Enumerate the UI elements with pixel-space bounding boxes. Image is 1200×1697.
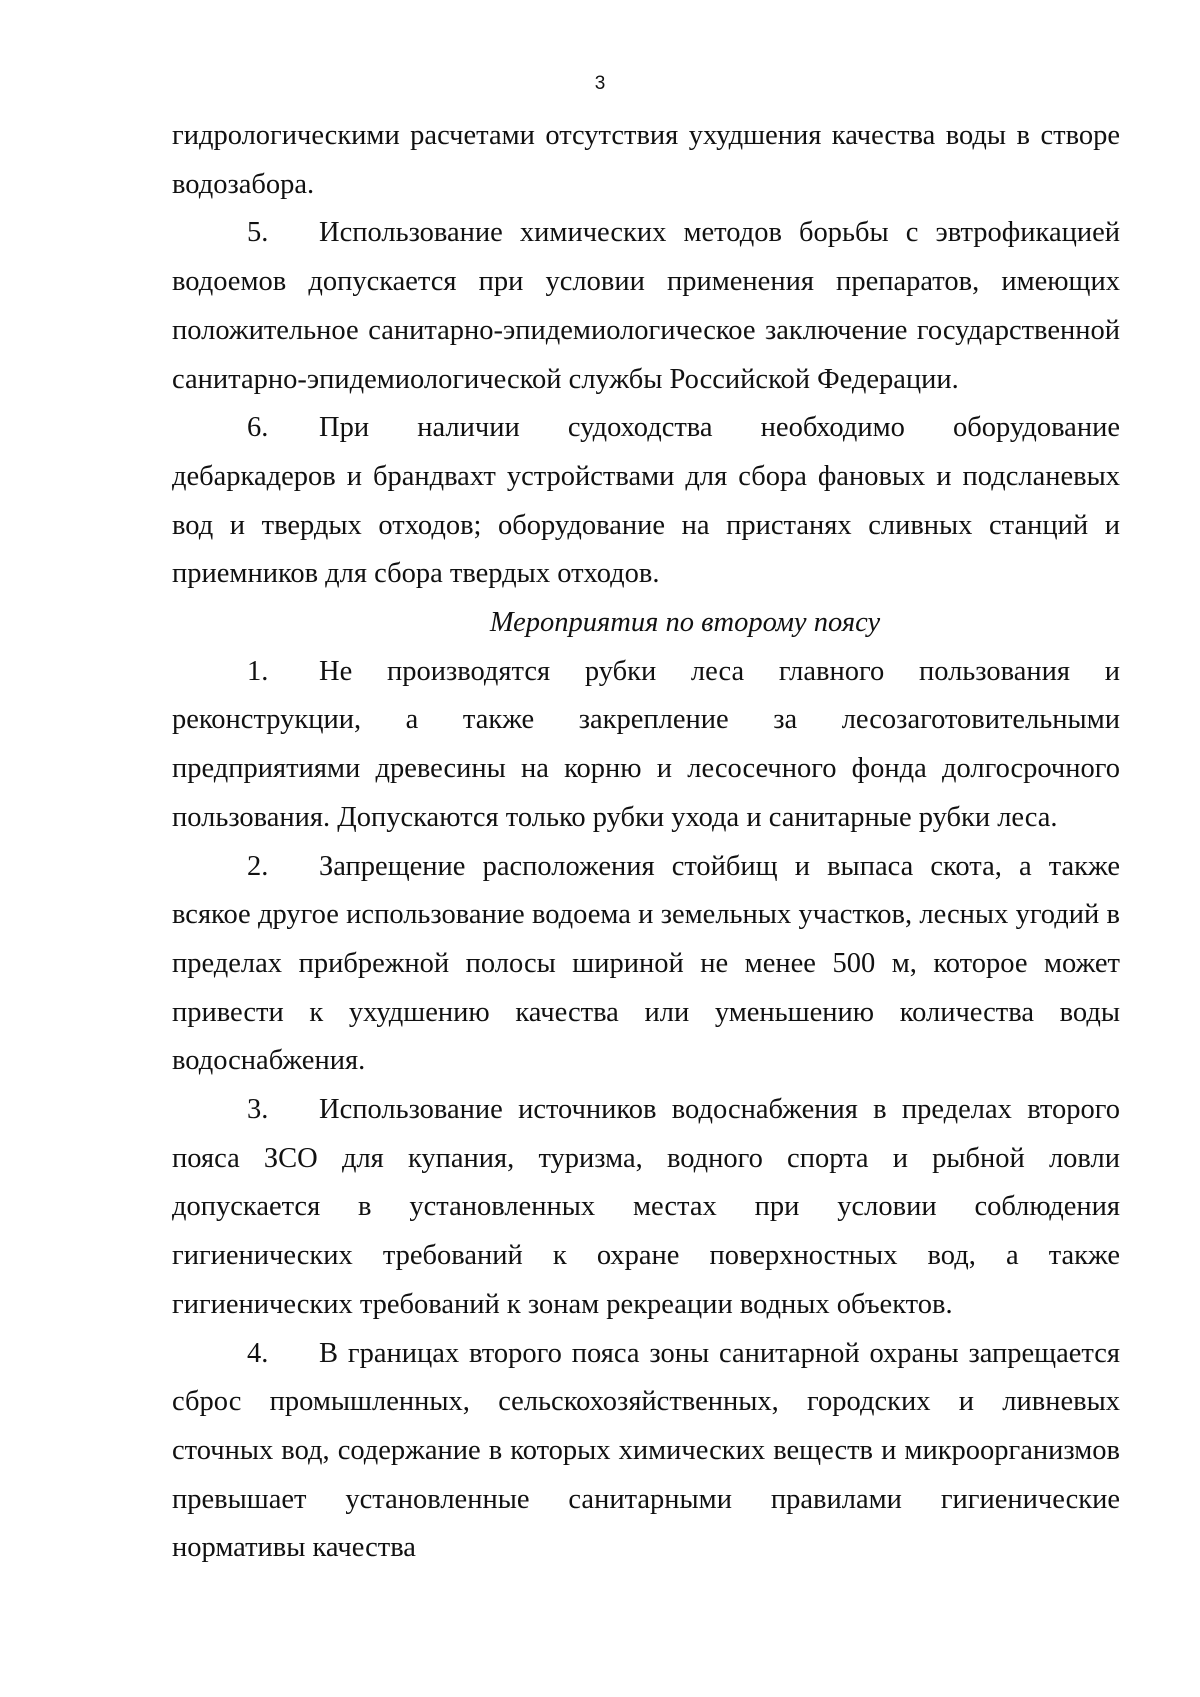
list-item-number: 5.	[247, 217, 269, 249]
list-item-text: В границах второго пояса зоны санитарной охраны запрещается сброс промышленных, сельскохозяйственных, городских и ливневых сточных вод, содержание в которых химических веществ и микроорганизмов превышает установленные санитарными правилами гигиенические нормативы качества	[172, 1337, 1120, 1564]
list-item-text: Не производятся рубки леса главного пользования и реконструкции, а также закрепление за лесозаготовительными предприятиями древесины на корню и лесосечного фонда долгосрочного пользования. Допускаются только рубки ухода и санитарные рубки леса.	[172, 655, 1120, 833]
list-item-text: Использование химических методов борьбы с эвтрофикацией водоемов допускается при условии применения препаратов, имеющих положительное санитарно-эпидемиологическое заключение государственной санитарно-эпидемиологической службы Российской Федерации.	[172, 217, 1120, 395]
list-item-4	[172, 1330, 1120, 1574]
document-body	[172, 112, 1120, 1573]
list-item-number: 6.	[247, 412, 269, 444]
list-item-number: 2.	[247, 850, 269, 882]
list-item-1	[172, 648, 1120, 843]
list-item-6	[172, 404, 1120, 599]
list-item-2	[172, 843, 1120, 1087]
list-item-5	[172, 209, 1120, 404]
list-item-text: Использование источников водоснабжения в пределах второго пояса ЗСО для купания, туризма, водного спорта и рыбной ловли допускается в установленных местах при условии соблюдения гигиенических требований к охране поверхностных вод, а также гигиенических требований к зонам рекреации водных объектов.	[172, 1094, 1120, 1320]
list-item-number: 1.	[247, 655, 269, 687]
list-item-text: При наличии судоходства необходимо оборудование дебаркадеров и брандвахт устройствами для сбора фановых и подсланевых вод и твердых отходов; оборудование на пристанях сливных станций и приемников для сбора твердых отходов.	[172, 412, 1120, 590]
intro-paragraph: гидрологическими расчетами отсутствия ухудшения качества воды в створе водозабора.	[172, 120, 1120, 200]
list-item-3	[172, 1086, 1120, 1330]
list-item-text: Запрещение расположения стойбищ и выпаса скота, а также всякое другое использование водоема и земельных участков, лесных угодий в пределах прибрежной полосы шириной не менее 500 м, которое может привести к ухудшению качества или уменьшению количества воды водоснабжения.	[172, 850, 1120, 1077]
section-heading: Мероприятия по второму поясу	[489, 607, 881, 639]
list-item-number: 3.	[247, 1094, 269, 1126]
page-number: 3	[594, 73, 606, 94]
list-item-number: 4.	[247, 1337, 269, 1369]
